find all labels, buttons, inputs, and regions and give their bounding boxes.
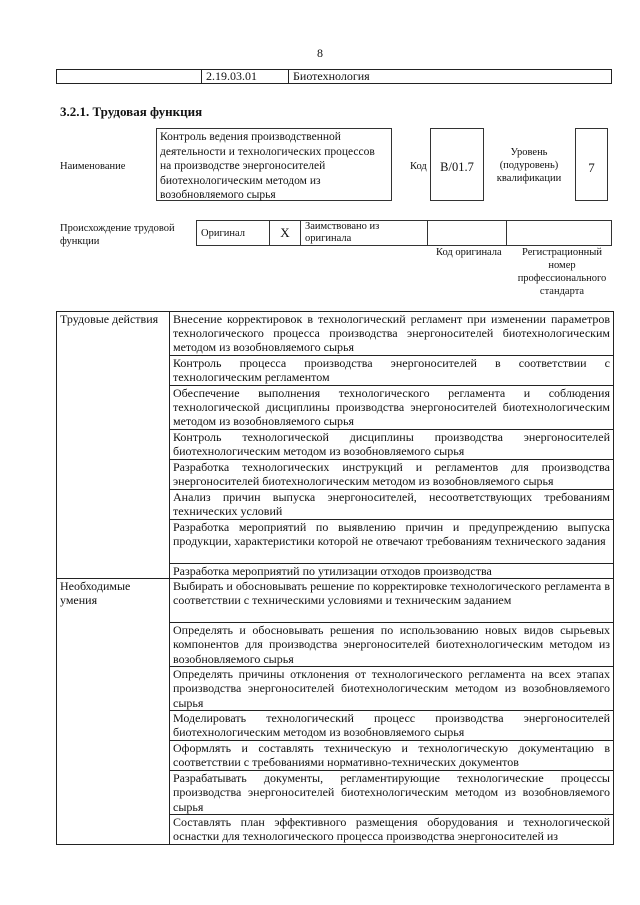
zaim-label: Заимствовано из оригинала — [301, 221, 428, 246]
naim-text: Контроль ведения производственной деятельности и технологических процессов на производстве энергоносителей биотехнологическим методом из возобновляемого сырья — [156, 128, 392, 201]
umen-row — [57, 579, 614, 623]
umen-item: Разрабатывать документы, регламентирующие технологические процессы производства энергоносителей биотехнологическим методом из возобновляемого сырья — [170, 771, 614, 815]
proisk-label: Происхождение трудовой функции — [60, 223, 175, 247]
umen-item: Оформлять и составлять техническую и технологическую документацию в соответствии с требованиями нормативно-технических документов — [170, 741, 614, 771]
umen-item: Определять и обосновывать решения по использованию новых видов сырьевых компонентов для производства энергоносителей биотехнологическим методом из возобновляемого сырья — [170, 623, 614, 667]
trud-item: Разработка мероприятий по утилизации отходов производства — [170, 564, 614, 579]
trud-item: Разработка технологических инструкций и регламентов для производства энергоносителей биотехнологическим методом из возобновляемого сырья — [170, 460, 614, 490]
origin-table — [196, 220, 612, 246]
original-label: Оригинал — [197, 221, 270, 246]
kod-orig-label: Код оригинала — [436, 247, 502, 258]
code-bar-empty — [57, 70, 202, 84]
original-mark: X — [270, 221, 301, 246]
uroven-label: Уровень (подуровень) квалификации — [496, 147, 562, 184]
trud-item: Контроль процесса производства энергоносителей в соответствии с технологическим регламентом — [170, 356, 614, 386]
trud-item: Анализ причин выпуска энергоносителей, несоответствующих требованиям технических условий — [170, 490, 614, 520]
reg-cell — [507, 221, 612, 246]
section-heading: 3.2.1. Трудовая функция — [60, 104, 203, 119]
code-bar-name: Биотехнология — [289, 70, 612, 84]
trud-label: Трудовые действия — [57, 312, 170, 579]
uroven-value: 7 — [575, 128, 608, 201]
trud-row — [57, 312, 614, 356]
trud-item: Разработка мероприятий по выявлению причин и предупреждению выпуска продукции, характеристики которой не отвечают требованиям технического задания — [170, 520, 614, 564]
umen-item: Определять причины отклонения от технологического регламента на всех этапах производства энергоносителей биотехнологическим методом из возобновляемого сырья — [170, 667, 614, 711]
umen-item: Выбирать и обосновывать решение по корректировке технологического регламента в соответствии с техническими условиями и техническим заданием — [170, 579, 614, 623]
kod-label: Код — [410, 161, 427, 172]
trud-item: Внесение корректировок в технологический регламент при изменении параметров технологического процесса производства энергоносителей биотехнологическим методом из возобновляемого сырья — [170, 312, 614, 356]
code-bar-code: 2.19.03.01 — [202, 70, 289, 84]
umen-item: Моделировать технологический процесс производства энергоносителей биотехнологическим методом из возобновляемого сырья — [170, 711, 614, 741]
kod-orig-cell — [428, 221, 507, 246]
reg-label: Регистрационный номер профессионального стандарта — [517, 247, 607, 297]
trud-item: Контроль технологической дисциплины производства энергоносителей биотехнологическим методом из возобновляемого сырья — [170, 430, 614, 460]
umen-label: Необходимые умения — [57, 579, 170, 845]
trud-item: Обеспечение выполнения технологического регламента и соблюдения технологической дисциплины производства энергоносителей биотехнологическим методом из возобновляемого сырья — [170, 386, 614, 430]
code-bar — [56, 69, 612, 84]
page-number: 8 — [317, 46, 323, 60]
kod-value: B/01.7 — [430, 128, 484, 201]
function-table — [56, 311, 614, 845]
umen-item: Составлять план эффективного размещения оборудования и технологической оснастки для технологического процесса производства энергоносителей из — [170, 815, 614, 845]
naim-label: Наименование — [60, 161, 126, 172]
